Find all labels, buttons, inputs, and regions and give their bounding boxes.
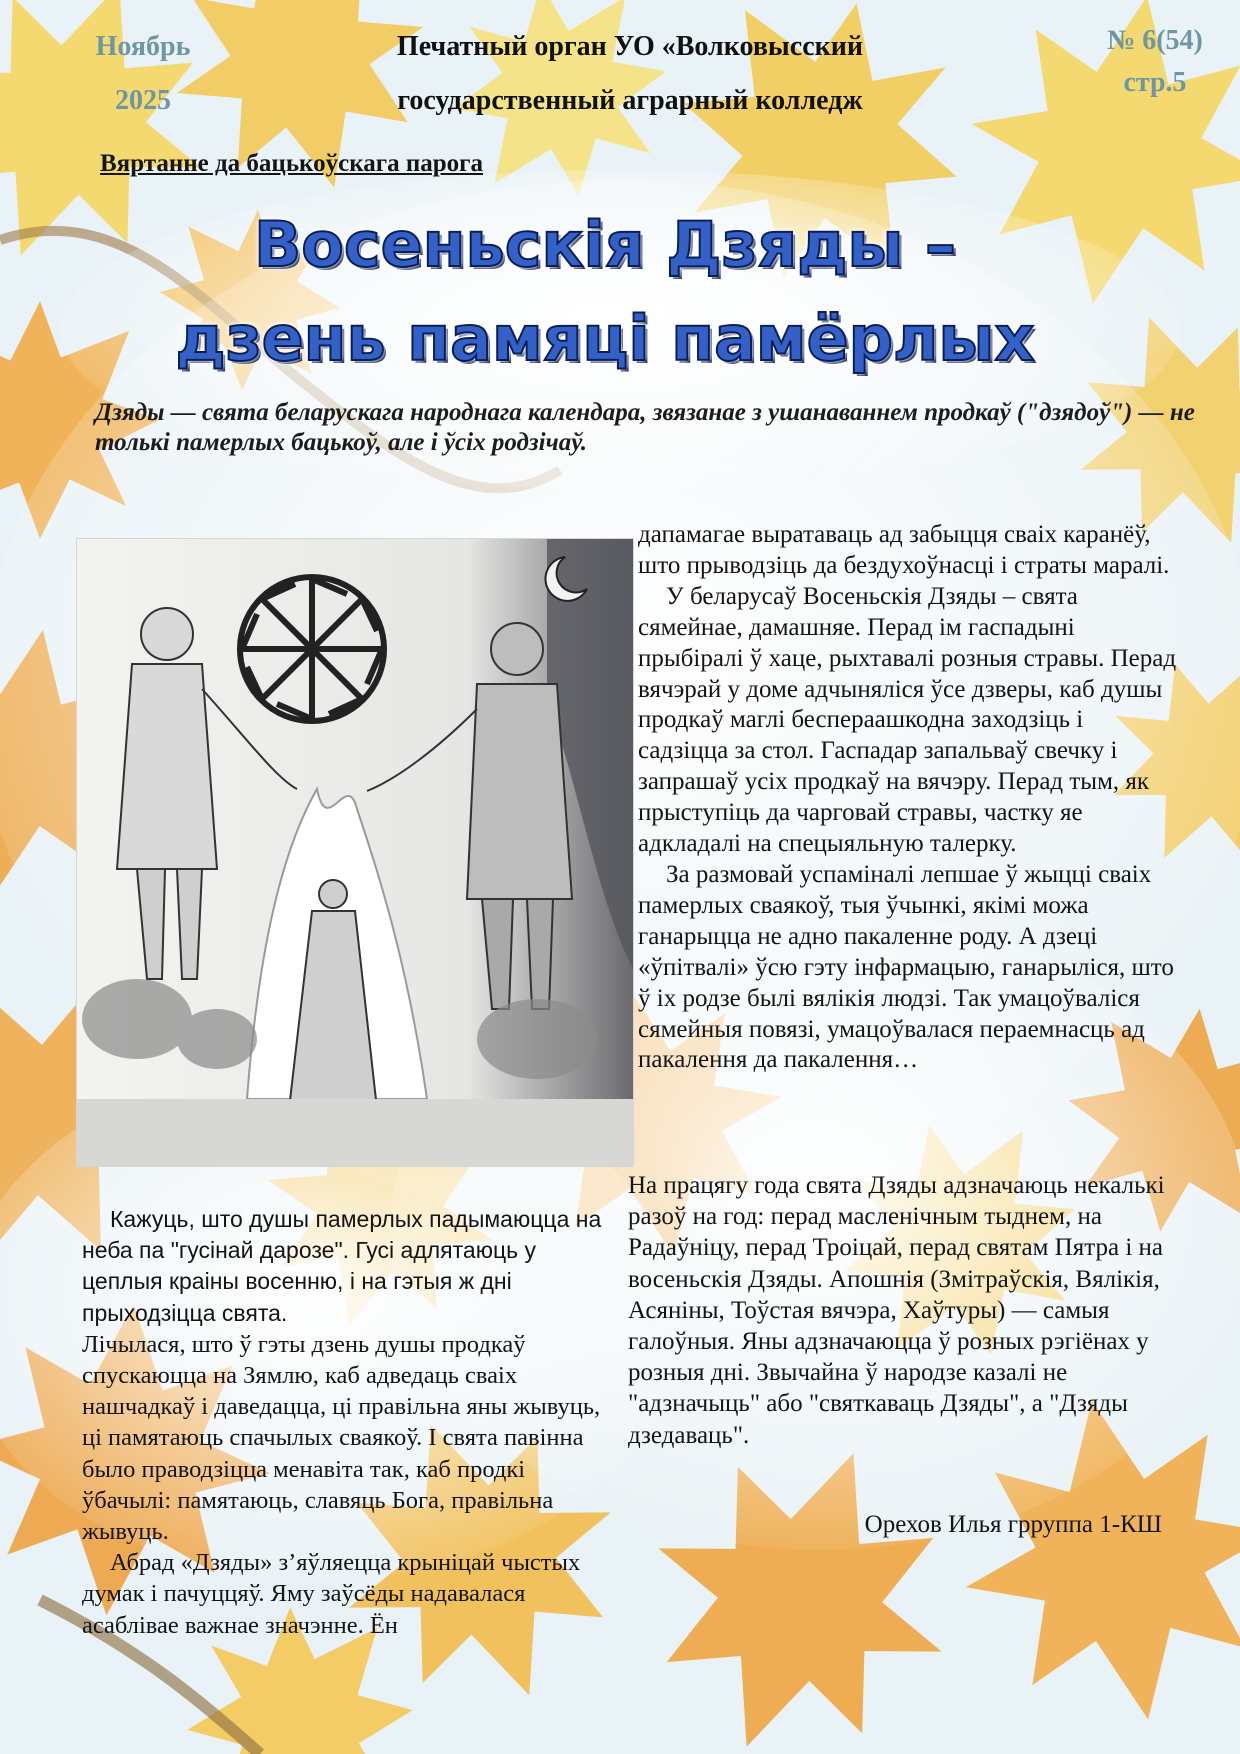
article-lead: Дзяды — свята беларускага народнага календара, звязанае з ушанаваннем продкаў ("дзядоў") — не толькі памерлых бацькоў, але і ўсіх родзічаў. xyxy=(95,399,1195,456)
article-paragraph: Кажуць, што душы памерлых падымаюцца на неба па "гусінай дарозе". Гусі адлятаюць у цеплыя краіны восенню, і на гэтыя ж дні прыходзіцца свята. xyxy=(82,1206,602,1326)
section-rubric: Вяртанне да бацькоўскага парога xyxy=(100,150,483,177)
pencil-drawing-ancestors-icon xyxy=(77,539,633,1166)
issue-number-label: № 6(54) xyxy=(1107,25,1203,56)
issue-month: Ноябрь xyxy=(95,31,191,62)
article-illustration xyxy=(76,538,634,1167)
article-paragraph: Абрад «Дзяды» з’яўляецца крыніцай чыстых думак і пачуццяў. Яму заўсёды надавалася асаблівае важнае значэнне. Ён xyxy=(82,1549,581,1639)
article-paragraph: Лічылася, што ў гэты дзень душы продкаў спускаюцца на Зямлю, каб адведаць сваіх нашчадкаў і даведацца, ці правільна яны жывуць, ці памятаюць спачылых сваякоў. І свята павінна было праводзіцца менавіта так, каб продкі ўбачылі: памятаюць, славяць Бога, правільна жывуць. xyxy=(82,1330,601,1546)
article-column-right-lower xyxy=(628,1170,1188,1451)
publisher-line xyxy=(330,20,930,128)
publisher-line-2: государственный аграрный колледж xyxy=(397,85,863,116)
article-author: Орехов Илья грруппа 1-КШ xyxy=(864,1511,1162,1538)
article-title-line-2: дзень памяці памёрлых xyxy=(175,302,1035,375)
issue-number xyxy=(1080,20,1230,104)
article-title xyxy=(120,198,1090,386)
page-number: стр.5 xyxy=(1123,67,1187,98)
article-paragraph: За размовай успаміналі лепшае ў жыцці сваіх памерлых сваякоў, тыя ўчынкі, якімі можа ганарыцца не адно пакаленне роду. А дзеці «ўпітвалі» ўсю гэту інфармацыю, ганарыліся, што ў іх родзе былі вялікія людзі. Так умацоўваліся сямейныя повязі, умацоўвалася пераемнасць ад пакалення да пакалення… xyxy=(638,860,1174,1074)
article-paragraph: дапамагае выратаваць ад забыцця сваіх каранёў, што прыводзіць да бездухоўнасці і страты маралі. xyxy=(638,521,1170,579)
article-column-left xyxy=(82,1204,617,1641)
article-column-right-upper xyxy=(638,520,1178,1076)
article-title-line-1: Восеньскія Дзяды – xyxy=(254,208,956,281)
publisher-line-1: Печатный орган УО «Волковысский xyxy=(396,31,864,62)
issue-date xyxy=(88,20,198,128)
article-paragraph: У беларусаў Восеньскія Дзяды – свята сямейнае, дамашняе. Перад ім гаспадыні прыбіралі ў хаце, рыхтавалі розныя стравы. Перад вячэрай у доме адчыняліся ўсе дзверы, каб душы продкаў маглі беспераашкодна заходзіць і садзіцца за стол. Гаспадар запальваў свечку і запрашаў усіх продкаў на вячэру. Перад тым, як прыступіць да чарговай стравы, частку яе адкладалі на спецыяльную талерку. xyxy=(638,582,1177,858)
article-paragraph: На працягу года свята Дзяды адзначаюць некалькі разоў на год: перад масленічным тыднем, на Радаўніцу, перад Троіцай, перад святам Пятра і на восеньскія Дзяды. Апошнія (Змітраўскія, Вялікія, Асяніны, Тоўстая вячэра, Хаўтуры) — самыя галоўныя. Яны адзначаюцца ў розных рэгіёнах у розныя дні. Звычайна ў народзе казалі не "адзначыць" або "святкаваць Дзяды", а "Дзяды дзедаваць". xyxy=(628,1172,1165,1449)
issue-year: 2025 xyxy=(115,85,171,116)
